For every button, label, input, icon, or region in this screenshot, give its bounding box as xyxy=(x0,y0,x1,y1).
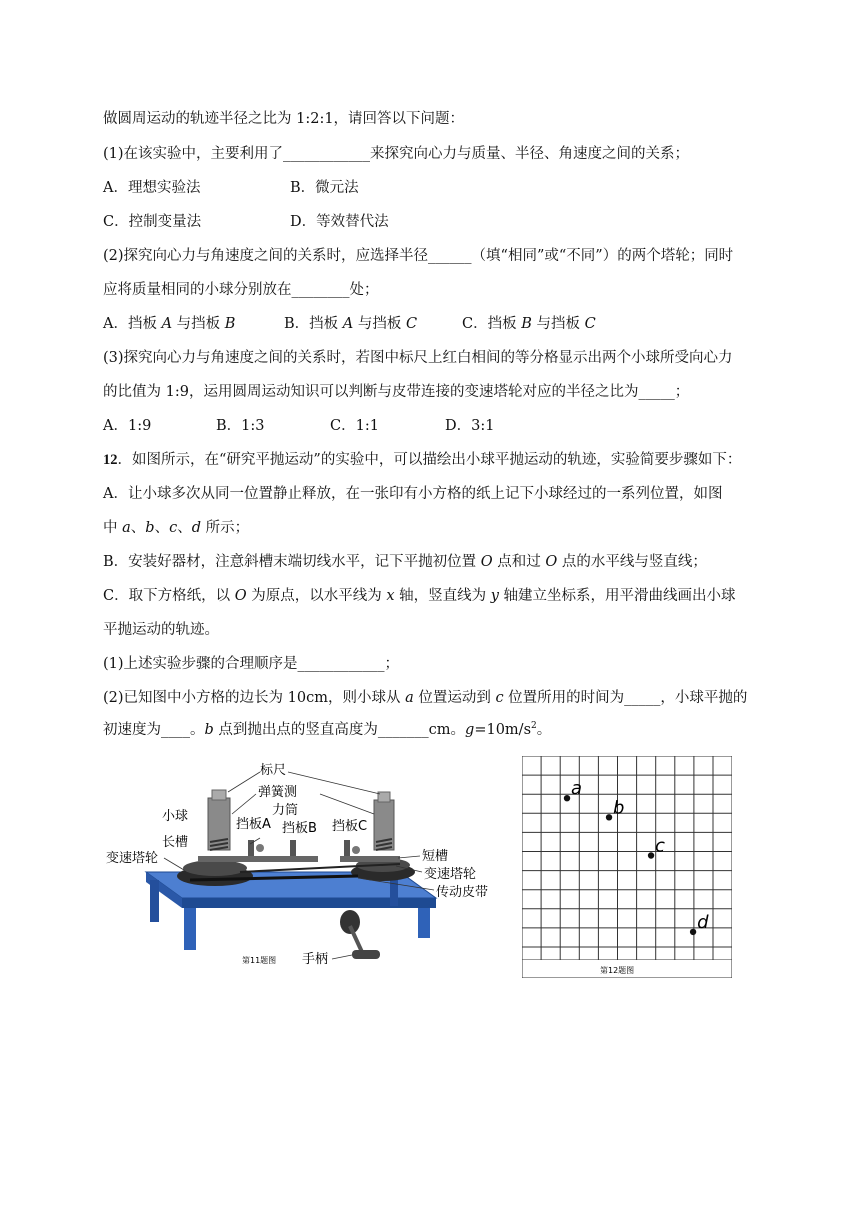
leader-line xyxy=(332,955,352,959)
baffle-b xyxy=(290,840,296,856)
text-line: 的比值为 1:9，运用圆周运动知识可以判断与皮带连接的变速塔轮对应的半径之比为_____； xyxy=(103,384,690,400)
point-d xyxy=(690,929,696,935)
left-pulley xyxy=(183,860,247,876)
label-tower-right: 变速塔轮 xyxy=(424,867,477,882)
apparatus-drawing xyxy=(100,760,502,975)
label-belt: 传动皮带 xyxy=(436,885,489,900)
leader-line xyxy=(288,772,380,794)
label-spring1: 弹簧测 xyxy=(258,785,298,800)
table-leg xyxy=(418,908,430,938)
label-baffle-a: 挡板A xyxy=(236,817,271,832)
right-scale xyxy=(378,792,390,802)
step-a: A．让小球多次从同一位置静止释放，在一张印有小方格的纸上记下小球经过的一系列位置，如图 xyxy=(103,486,723,502)
figure-caption: 第12题图 xyxy=(600,966,635,975)
question-11-2: (2)探究向心力与角速度之间的关系时，应选择半径______（填“相同”或“不同”）的两个塔轮；同时 xyxy=(103,248,734,264)
question-12: 12．如图所示，在“研究平抛运动”的实验中，可以描绘出小球平抛运动的轨迹，实验简要步骤如下： xyxy=(103,452,742,468)
step-c: C．取下方格纸，以 O 为原点，以水平线为 x 轴，竖直线为 y 轴建立坐标系，用平滑曲线画出小球 xyxy=(103,588,736,604)
option-c: C．挡板 B 与挡板 C xyxy=(462,316,596,332)
point-c xyxy=(648,852,654,858)
question-12-2: (2)已知图中小方格的边长为 10cm，则小球从 a 位置运动到 c 位置所用的时间为_____，小球平抛的 xyxy=(103,690,748,706)
figure-caption: 第11题图 xyxy=(242,956,277,965)
text-line: 初速度为____。b 点到抛出点的竖直高度为_______cm。$g=10m/s^2$。 xyxy=(103,721,552,738)
leader-line xyxy=(398,856,420,858)
option-a: A．1:9 xyxy=(103,418,152,434)
grid-drawing xyxy=(522,756,732,978)
label-tower-left: 变速塔轮 xyxy=(106,851,159,866)
baffle-c xyxy=(344,840,350,856)
option-c: C．控制变量法 xyxy=(103,214,202,230)
table-leg xyxy=(184,908,196,950)
question-12-1: (1)上述实验步骤的合理顺序是____________； xyxy=(103,656,400,672)
option-a: A．挡板 A 与挡板 B xyxy=(103,316,236,332)
ball xyxy=(256,844,264,852)
label-crank: 手柄 xyxy=(302,952,329,967)
option-b: B．挡板 A 与挡板 C xyxy=(284,316,418,332)
option-b: B．微元法 xyxy=(290,180,359,196)
label-biaochi: 标尺 xyxy=(260,763,287,778)
ball xyxy=(352,846,360,854)
leader-line xyxy=(228,772,260,792)
question-number: 12 xyxy=(103,452,118,468)
label-spring2: 力筒 xyxy=(272,803,299,818)
figure-12-grid xyxy=(522,756,732,978)
crank-handle xyxy=(352,950,380,959)
point-label-c: c xyxy=(655,835,665,857)
label-short-groove: 短槽 xyxy=(422,849,449,864)
leader-line xyxy=(232,794,256,814)
left-scale xyxy=(212,790,226,800)
option-a: A．理想实验法 xyxy=(103,180,201,196)
option-b: B．1:3 xyxy=(216,418,265,434)
leader-line xyxy=(320,794,374,814)
point-b xyxy=(606,814,612,820)
point-label-d: d xyxy=(697,911,709,933)
table-leg xyxy=(150,880,159,922)
question-11-3: (3)探究向心力与角速度之间的关系时，若图中标尺上红白相间的等分格显示出两个小球所受向心力 xyxy=(103,350,733,366)
text-line: 中 a、b、c、d 所示； xyxy=(103,520,250,536)
text-line: 平抛运动的轨迹。 xyxy=(103,622,219,638)
long-groove xyxy=(198,856,318,862)
point-label-a: a xyxy=(571,778,583,800)
question-11-1: (1)在该实验中，主要利用了____________来探究向心力与质量、半径、角速度之间的关系； xyxy=(103,146,690,162)
option-d: D．等效替代法 xyxy=(290,214,389,230)
leader-line xyxy=(164,858,184,870)
option-d: D．3:1 xyxy=(445,418,495,434)
short-groove xyxy=(340,856,400,862)
label-long-groove: 长槽 xyxy=(162,835,189,850)
label-baffle-c: 挡板C xyxy=(332,819,368,834)
label-ball: 小球 xyxy=(162,809,189,824)
table-leg xyxy=(390,878,398,906)
point-label-b: b xyxy=(613,797,625,819)
text-line: 做圆周运动的轨迹半径之比为 1:2:1，请回答以下问题： xyxy=(103,111,465,127)
text-line: 应将质量相同的小球分别放在________处； xyxy=(103,282,379,298)
label-baffle-b: 挡板B xyxy=(282,821,317,836)
point-a xyxy=(564,795,570,801)
option-c: C．1:1 xyxy=(330,418,379,434)
figure-11-apparatus xyxy=(100,760,502,975)
step-b: B．安装好器材，注意斜槽末端切线水平，记下平抛初位置 O 点和过 O 点的水平线与竖直线； xyxy=(103,554,707,570)
